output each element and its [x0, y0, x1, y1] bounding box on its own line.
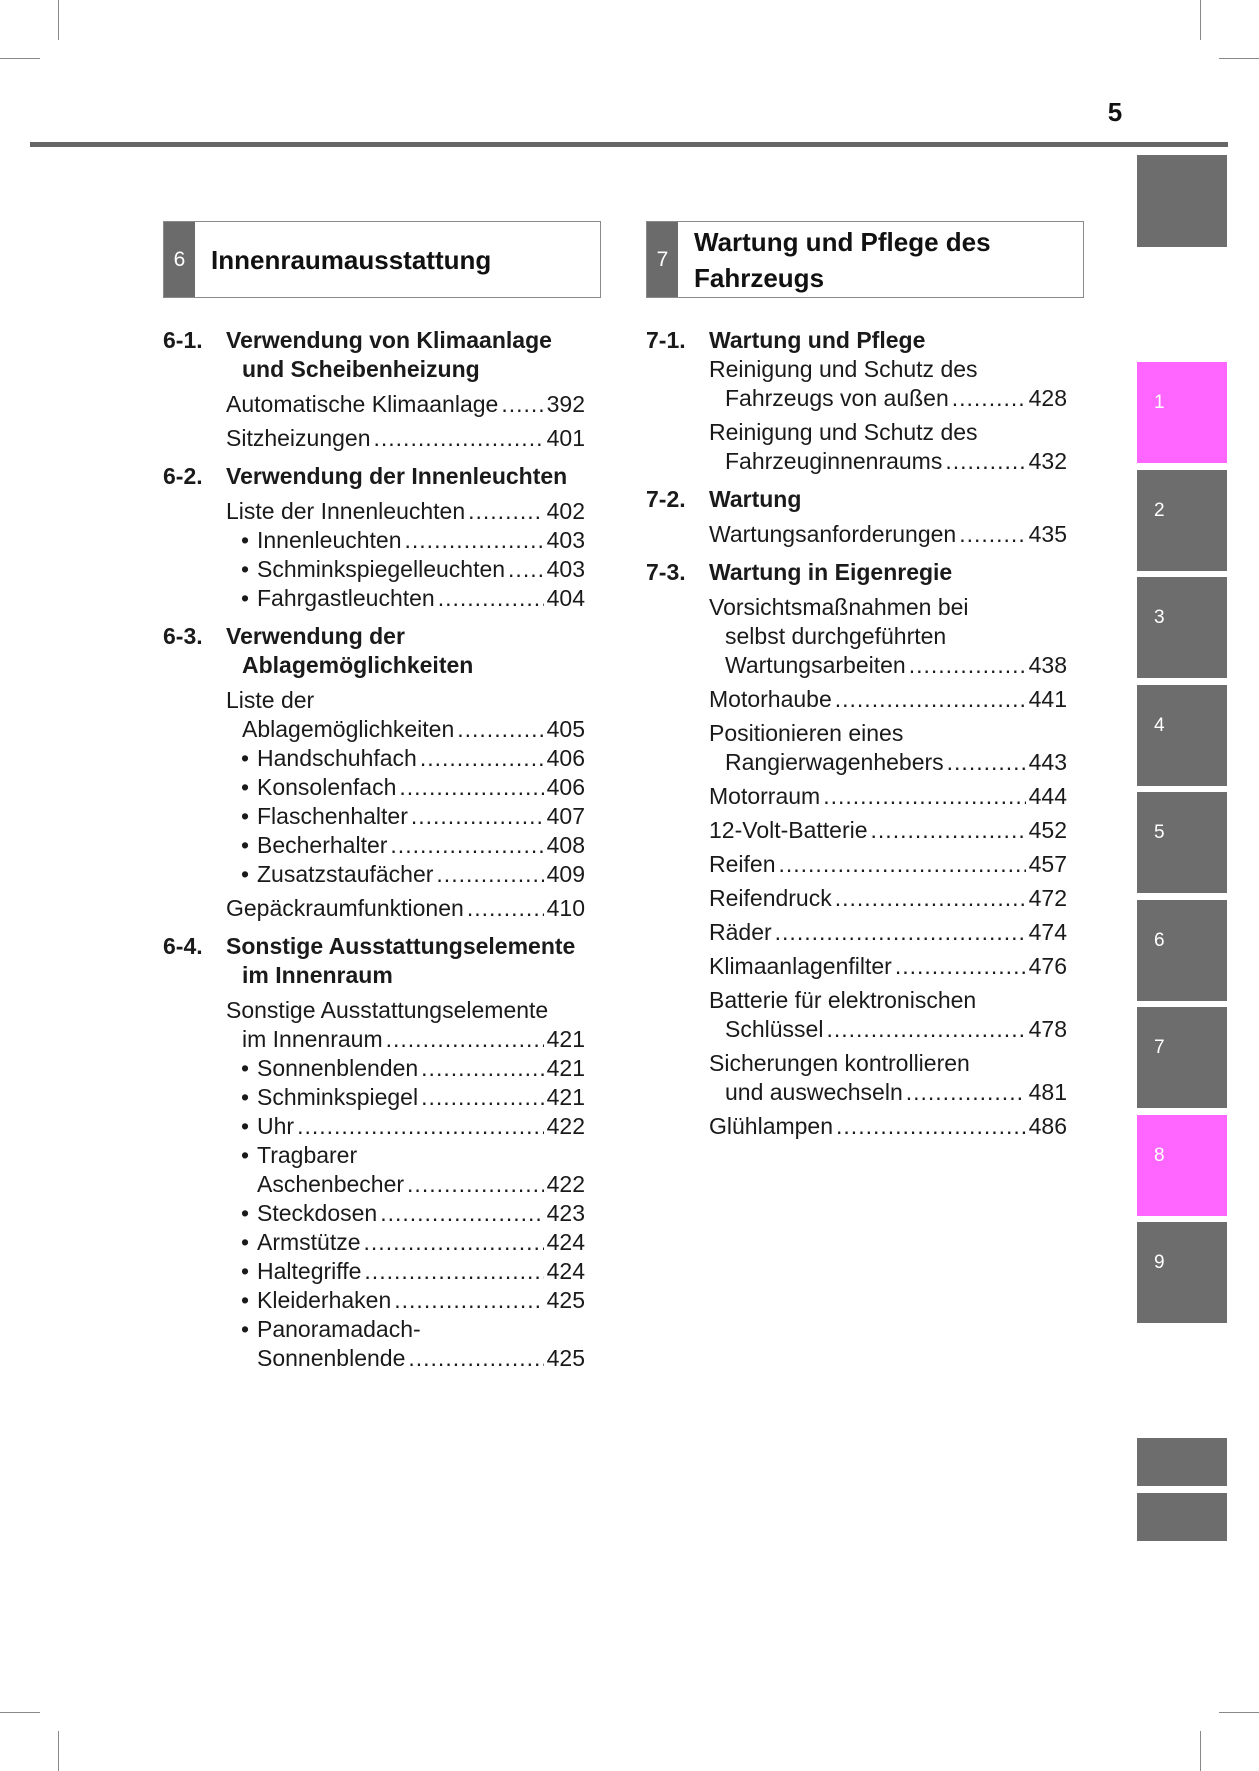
entry-label: Gepäckraumfunktionen: [226, 895, 464, 921]
toc-subentry[interactable]: [226, 744, 585, 773]
entry-page: 423: [546, 1200, 585, 1226]
bullet: •: [241, 1229, 250, 1255]
crop-mark: [1200, 0, 1201, 40]
entry-page: 421: [546, 1055, 585, 1081]
bullet: •: [241, 774, 250, 800]
toc-section: [646, 485, 1067, 549]
entry-page: 424: [546, 1229, 585, 1255]
entry-label: Sitzheizungen: [226, 425, 371, 451]
section-number: 7-1.: [646, 327, 686, 353]
toc-left-column: [163, 326, 585, 1373]
entry-page: 422: [546, 1171, 585, 1197]
toc-entry[interactable]: [709, 952, 1067, 981]
entry-label: 12-Volt-Batterie: [709, 817, 868, 843]
toc-entry[interactable]: [709, 782, 1067, 811]
toc-right-column: [646, 326, 1067, 1141]
entry-label: Ablagemöglichkeiten: [242, 716, 455, 742]
entry-label: Batterie für elektronischen: [709, 987, 977, 1013]
entry-page: 486: [1028, 1113, 1067, 1139]
toc-entry[interactable]: [709, 918, 1067, 947]
bullet: •: [241, 1258, 250, 1284]
toc-subentry[interactable]: [226, 1141, 585, 1199]
section-number: 7-3.: [646, 559, 686, 585]
entry-label: Liste der: [226, 687, 315, 713]
bullet: •: [241, 803, 250, 829]
entry-page: 476: [1028, 953, 1067, 979]
thumb-tab-5[interactable]: 5: [1137, 792, 1227, 893]
toc-section: [163, 622, 585, 923]
toc-subentry[interactable]: [226, 1286, 585, 1315]
entry-page: 452: [1028, 817, 1067, 843]
bullet: •: [241, 556, 250, 582]
entry-label: Fahrzeugs von außen: [725, 385, 949, 411]
thumb-tab-4[interactable]: 4: [1137, 685, 1227, 786]
entry-label: Wartungsarbeiten: [725, 652, 906, 678]
leader-dots: [364, 1228, 544, 1257]
entry-label: Reifendruck: [709, 885, 832, 911]
leader-dots: [947, 748, 1026, 777]
entry-label: Aschenbecher: [257, 1171, 405, 1197]
toc-entry[interactable]: [226, 424, 585, 453]
section-title: Wartung: [709, 486, 802, 512]
entry-page: 401: [546, 425, 585, 451]
toc-section: [646, 326, 1067, 476]
toc-subentry[interactable]: [226, 1315, 585, 1373]
entry-label: Flaschenhalter: [257, 803, 408, 829]
entry-page: 421: [546, 1084, 585, 1110]
entry-page: 428: [1028, 385, 1067, 411]
entry-page: 425: [546, 1287, 585, 1313]
entry-page: 472: [1028, 885, 1067, 911]
entry-page: 408: [546, 832, 585, 858]
leader-dots: [823, 782, 1025, 811]
toc-entry[interactable]: [709, 685, 1067, 714]
toc-entry[interactable]: [226, 390, 585, 419]
thumb-tab-9[interactable]: 9: [1137, 1222, 1227, 1323]
leader-dots: [895, 952, 1026, 981]
leader-dots: [508, 555, 544, 584]
entry-page: 444: [1028, 783, 1067, 809]
entry-label: Liste der Innenleuchten: [226, 498, 466, 524]
leader-dots: [778, 850, 1025, 879]
thumb-tab-3[interactable]: 3: [1137, 577, 1227, 678]
toc-entry[interactable]: [709, 850, 1067, 879]
entry-page: 432: [1028, 448, 1067, 474]
toc-section: [646, 558, 1067, 1141]
entry-label: Vorsichtsmaßnahmen bei: [709, 594, 969, 620]
toc-subentry[interactable]: [226, 773, 585, 802]
entry-label: Haltegriffe: [257, 1258, 362, 1284]
entry-page: 457: [1028, 851, 1067, 877]
entry-page: 410: [546, 895, 585, 921]
leader-dots: [405, 526, 544, 555]
leader-dots: [871, 816, 1026, 845]
entry-label: Räder: [709, 919, 772, 945]
entry-label: und auswechseln: [725, 1079, 903, 1105]
chapter-number: 7: [647, 222, 678, 297]
leader-dots: [420, 744, 544, 773]
entry-label: Panoramadach-: [257, 1316, 421, 1342]
leader-dots: [952, 384, 1026, 413]
chapter-header-7: [646, 221, 1084, 298]
entry-label: Zusatzstaufächer: [257, 861, 434, 887]
entry-page: 406: [546, 745, 585, 771]
crop-mark: [58, 0, 59, 40]
entry-page: 421: [546, 1026, 585, 1052]
chapter-number: 6: [164, 222, 195, 297]
section-number: 6-2.: [163, 463, 203, 489]
leader-dots: [421, 1083, 544, 1112]
entry-page: 443: [1028, 749, 1067, 775]
entry-page: 402: [546, 498, 585, 524]
entry-label: im Innenraum: [242, 1026, 383, 1052]
section-number: 6-3.: [163, 623, 203, 649]
crop-mark: [0, 58, 40, 59]
header-rule: [30, 142, 1228, 147]
leader-dots: [380, 1199, 543, 1228]
entry-page: 435: [1028, 521, 1067, 547]
entry-label: Becherhalter: [257, 832, 388, 858]
section-number: 6-4.: [163, 933, 203, 959]
toc-entry[interactable]: [709, 816, 1067, 845]
section-title: Wartung und Pflege: [709, 327, 926, 353]
entry-label: Motorhaube: [709, 686, 832, 712]
entry-label: Reinigung und Schutz des: [709, 356, 978, 382]
bullet: •: [241, 1113, 250, 1139]
entry-label: Kleiderhaken: [257, 1287, 392, 1313]
entry-label: Konsolenfach: [257, 774, 397, 800]
toc-entry[interactable]: [226, 996, 585, 1054]
bullet: •: [241, 832, 250, 858]
leader-dots: [436, 860, 543, 889]
toc-subentry[interactable]: [226, 555, 585, 584]
toc-subentry[interactable]: [226, 1257, 585, 1286]
entry-page: 474: [1028, 919, 1067, 945]
leader-dots: [468, 497, 544, 526]
toc-entry[interactable]: [709, 418, 1067, 476]
entry-page: 422: [546, 1113, 585, 1139]
entry-label: Innenleuchten: [257, 527, 402, 553]
leader-dots: [297, 1112, 544, 1141]
crop-mark: [1219, 58, 1259, 59]
entry-page: 404: [546, 585, 585, 611]
crop-mark: [0, 1712, 40, 1713]
toc-entry[interactable]: [709, 355, 1067, 413]
entry-page: 405: [546, 716, 585, 742]
toc-subentry[interactable]: [226, 1054, 585, 1083]
thumb-tab-blank: [1137, 1438, 1227, 1486]
chapter-header-6: [163, 221, 601, 298]
bullet: •: [241, 745, 250, 771]
leader-dots: [775, 918, 1026, 947]
entry-label: Positionieren eines: [709, 720, 904, 746]
entry-page: 424: [546, 1258, 585, 1284]
toc-subentry[interactable]: [226, 1228, 585, 1257]
entry-label: Klimaanlagenfilter: [709, 953, 892, 979]
toc-section: [163, 326, 585, 453]
section-number: 6-1.: [163, 327, 203, 353]
toc-entry[interactable]: [226, 497, 585, 526]
leader-dots: [407, 1170, 544, 1199]
entry-label: Reifen: [709, 851, 776, 877]
entry-page: 478: [1028, 1016, 1067, 1042]
toc-subentry[interactable]: [226, 802, 585, 831]
entry-page: 425: [546, 1345, 585, 1371]
crop-mark: [1219, 1712, 1259, 1713]
entry-page: 406: [546, 774, 585, 800]
leader-dots: [836, 1112, 1026, 1141]
toc-entry[interactable]: [709, 1049, 1067, 1107]
leader-dots: [945, 447, 1025, 476]
thumb-tab-blank: [1137, 1493, 1227, 1541]
entry-label: Rangierwagenhebers: [725, 749, 944, 775]
bullet: •: [241, 1142, 250, 1168]
entry-page: 438: [1028, 652, 1067, 678]
toc-section: [163, 932, 585, 1373]
toc-entry[interactable]: [709, 593, 1067, 680]
toc-entry[interactable]: [709, 520, 1067, 549]
chapter-title: [694, 222, 1077, 297]
toc-entry[interactable]: [226, 894, 585, 923]
entry-page: 392: [546, 391, 585, 417]
entry-page: 409: [546, 861, 585, 887]
leader-dots: [467, 894, 544, 923]
leader-dots: [826, 1015, 1025, 1044]
entry-label: Handschuhfach: [257, 745, 417, 771]
entry-label: Fahrgastleuchten: [257, 585, 435, 611]
leader-dots: [959, 520, 1025, 549]
toc-entry[interactable]: [709, 719, 1067, 777]
leader-dots: [394, 1286, 543, 1315]
leader-dots: [386, 1025, 544, 1054]
leader-dots: [906, 1078, 1026, 1107]
toc-subentry[interactable]: [226, 1199, 585, 1228]
entry-label: Steckdosen: [257, 1200, 378, 1226]
page-number: 5: [1107, 97, 1123, 127]
section-number: 7-2.: [646, 486, 686, 512]
toc-subentry[interactable]: [226, 860, 585, 889]
section-title: Verwendung der Ablagemöglichkeiten: [226, 623, 474, 678]
toc-entry[interactable]: [226, 686, 585, 744]
entry-label: selbst durchgeführten: [725, 623, 947, 649]
bullet: •: [241, 1055, 250, 1081]
entry-label: Fahrzeuginnenraums: [725, 448, 943, 474]
entry-label: Schlüssel: [725, 1016, 824, 1042]
leader-dots: [835, 884, 1026, 913]
toc-entry[interactable]: [709, 1112, 1067, 1141]
chapter-title-line: Fahrzeugs: [694, 262, 825, 293]
section-title: Wartung in Eigenregie: [709, 559, 953, 585]
entry-label: Glühlampen: [709, 1113, 834, 1139]
leader-dots: [408, 1344, 543, 1373]
bullet: •: [241, 1287, 250, 1313]
thumb-tab-blank: [1137, 155, 1227, 247]
toc-subentry[interactable]: [226, 584, 585, 613]
leader-dots: [438, 584, 544, 613]
thumb-tab-7[interactable]: 7: [1137, 1007, 1227, 1108]
entry-label: Schminkspiegelleuchten: [257, 556, 506, 582]
thumb-tab-6[interactable]: 6: [1137, 900, 1227, 1001]
entry-label: Sonstige Ausstattungselemente: [226, 997, 549, 1023]
bullet: •: [241, 585, 250, 611]
toc-entry[interactable]: [709, 884, 1067, 913]
leader-dots: [501, 390, 543, 419]
leader-dots: [909, 651, 1026, 680]
chapter-title: Innenraumausstattung: [211, 244, 492, 275]
section-title: Sonstige Ausstattungselemente im Innenraum: [226, 933, 576, 988]
toc-subentry[interactable]: [226, 526, 585, 555]
entry-page: 407: [546, 803, 585, 829]
bullet: •: [241, 1084, 250, 1110]
toc-section: [163, 462, 585, 613]
entry-page: 403: [546, 527, 585, 553]
entry-label: Armstütze: [257, 1229, 361, 1255]
leader-dots: [390, 831, 543, 860]
entry-label: Sonnenblende: [257, 1345, 406, 1371]
bullet: •: [241, 1200, 250, 1226]
bullet: •: [241, 861, 250, 887]
toc-entry[interactable]: [709, 986, 1067, 1044]
entry-page: 441: [1028, 686, 1067, 712]
chapter-title-line: Wartung und Pflege des: [694, 226, 991, 257]
bullet: •: [241, 1316, 250, 1342]
entry-label: Automatische Klimaanlage: [226, 391, 499, 417]
entry-label: Reinigung und Schutz des: [709, 419, 978, 445]
entry-page: 481: [1028, 1079, 1067, 1105]
entry-label: Sonnenblenden: [257, 1055, 419, 1081]
entry-label: Schminkspiegel: [257, 1084, 419, 1110]
entry-page: 403: [546, 556, 585, 582]
section-title: Verwendung der Innenleuchten: [226, 463, 568, 489]
thumb-tab-2[interactable]: 2: [1137, 470, 1227, 571]
entry-label: Wartungsanforderungen: [709, 521, 957, 547]
leader-dots: [835, 685, 1026, 714]
leader-dots: [421, 1054, 543, 1083]
thumb-tab-8[interactable]: 8: [1137, 1115, 1227, 1216]
entry-label: Sicherungen kontrollieren: [709, 1050, 970, 1076]
entry-label: Uhr: [257, 1113, 295, 1139]
toc-subentry[interactable]: [226, 1083, 585, 1112]
crop-mark: [58, 1731, 59, 1771]
thumb-tab-1[interactable]: 1: [1137, 362, 1227, 463]
leader-dots: [457, 715, 543, 744]
leader-dots: [374, 424, 544, 453]
leader-dots: [411, 802, 544, 831]
entry-label: Motorraum: [709, 783, 821, 809]
crop-mark: [1200, 1731, 1201, 1771]
leader-dots: [364, 1257, 543, 1286]
toc-subentry[interactable]: [226, 831, 585, 860]
bullet: •: [241, 527, 250, 553]
leader-dots: [399, 773, 543, 802]
section-title: Verwendung von Klimaanlage und Scheibenheizung: [226, 327, 552, 382]
entry-label: Tragbarer: [257, 1142, 358, 1168]
toc-subentry[interactable]: [226, 1112, 585, 1141]
